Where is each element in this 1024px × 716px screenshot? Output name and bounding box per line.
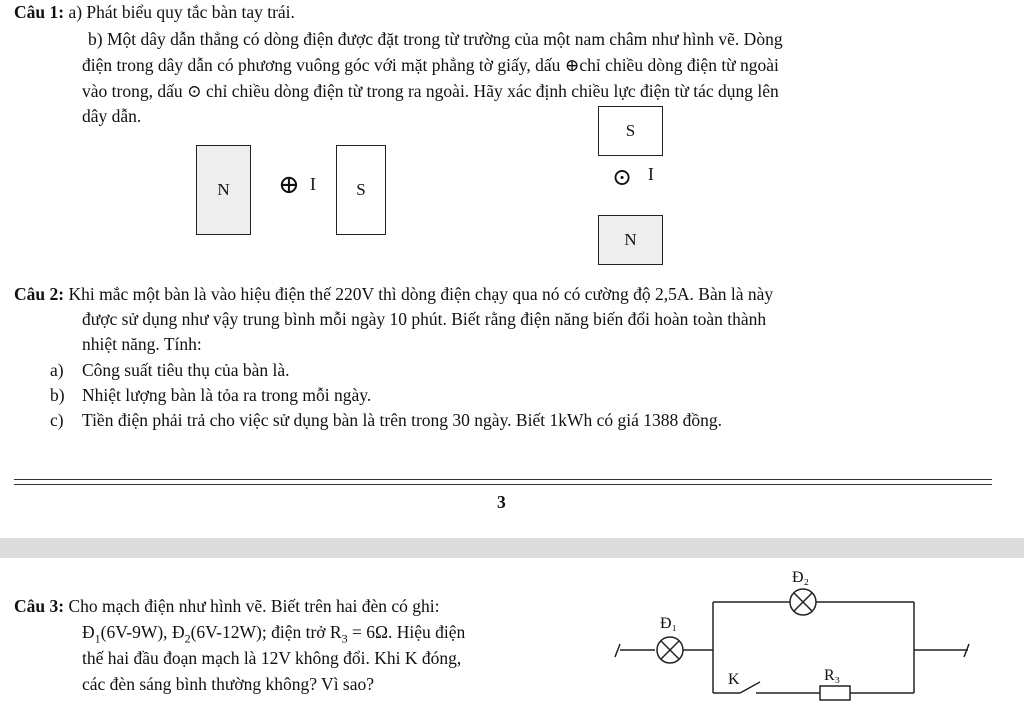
- q3-r-sub: 3: [341, 631, 348, 646]
- label-d2: Đ₂: [792, 569, 810, 586]
- current-out-of-page-icon: ⊙: [612, 165, 633, 191]
- q1-b-line-3: vào trong, dấu ⊙ chỉ chiều dòng điện từ trong ra ngoài. Hãy xác định chiều lực điện từ tác dụng lên: [82, 81, 779, 101]
- q2-item-c-marker: c): [50, 410, 64, 430]
- q1-b-line-2: điện trong dây dẫn có phương vuông góc với mặt phẳng tờ giấy, dấu ⊕chỉ chiều dòng điện từ ngoài: [82, 55, 779, 75]
- current-label-left: I: [310, 174, 316, 194]
- q3-d1-base: Đ: [82, 622, 95, 642]
- label-d1: Đ₁: [660, 615, 678, 632]
- q3-line-2: [82, 622, 465, 647]
- magnet-s-top-label: S: [625, 121, 636, 140]
- q3-line-4: các đèn sáng bình thường không? Vì sao?: [82, 674, 375, 694]
- q2-label: Câu 2:: [14, 284, 65, 304]
- q2-item-a-text: Công suất tiêu thụ của bàn là.: [82, 360, 290, 380]
- label-r3: R₃: [824, 667, 841, 684]
- q2-item-c-text: Tiền điện phải trả cho việc sử dụng bàn là trên trong 30 ngày. Biết 1kWh có giá 1388 đồng.: [82, 410, 723, 430]
- q2-line-1: [14, 284, 773, 305]
- current-label-right: I: [648, 164, 654, 184]
- switch-k-icon[interactable]: [740, 682, 760, 693]
- q3-d1-spec: (6V-9W),: [100, 622, 172, 642]
- q2-item-b-marker: b): [50, 385, 65, 405]
- resistor-r3-icon: [820, 686, 850, 700]
- q3-d2-spec: (6V-12W); điện trở: [190, 622, 330, 642]
- q3-line-1: [14, 596, 440, 617]
- q1-part-a: a) Phát biểu quy tắc bàn tay trái.: [68, 2, 295, 22]
- footer-rule-top: [14, 479, 992, 480]
- q3-r-spec: = 6Ω. Hiệu điện: [347, 622, 466, 642]
- q2-text-1: Khi mắc một bàn là vào hiệu điện thế 220V thì dòng điện chạy qua nó có cường độ 2,5A. Bàn là này: [68, 284, 774, 304]
- magnet-n-left: [196, 145, 251, 235]
- q3-text-1: Cho mạch điện như hình vẽ. Biết trên hai đèn có ghi:: [68, 596, 440, 616]
- q2-item-b-text: Nhiệt lượng bàn là tỏa ra trong mỗi ngày.: [82, 385, 372, 405]
- q3-d2-base: Đ: [171, 622, 185, 642]
- q3-d1-sub: 1: [94, 631, 101, 646]
- q1-label: Câu 1:: [14, 2, 65, 22]
- q3-line-3: thế hai đầu đoạn mạch là 12V không đổi. Khi K đóng,: [82, 648, 462, 668]
- current-into-page-icon: ⊕: [278, 170, 300, 199]
- magnet-n-bottom: [598, 215, 663, 265]
- magnet-n-left-label: N: [217, 180, 230, 199]
- terminal-left: [615, 644, 620, 657]
- magnet-s-top: [598, 106, 663, 156]
- page-number: 3: [497, 492, 506, 512]
- magnet-n-bottom-label: N: [624, 230, 637, 249]
- q1-b-line-1: b) Một dây dẫn thẳng có dòng điện được đặt trong từ trường của một nam châm như hình vẽ. Dòng: [88, 29, 783, 49]
- q2-line-2: được sử dụng như vậy trung bình mỗi ngày 10 phút. Biết rằng điện năng biến đổi hoàn toàn thành: [82, 309, 767, 329]
- q2-item-a-marker: a): [50, 360, 64, 380]
- circuit-diagram: [600, 560, 1000, 710]
- magnet-s-right: [336, 145, 386, 235]
- footer-rule-bottom: [14, 484, 992, 485]
- q3-r-base: R: [329, 622, 342, 642]
- label-k: K: [728, 671, 740, 688]
- magnet-s-right-label: S: [356, 180, 366, 199]
- q1-line-a: [14, 2, 295, 23]
- q2-line-3: nhiệt năng. Tính:: [82, 334, 202, 354]
- q1-b-line-4: dây dẫn.: [82, 106, 142, 126]
- q3-d2-sub: 2: [184, 631, 191, 646]
- page-gap: [0, 538, 1024, 558]
- q3-label: Câu 3:: [14, 596, 65, 616]
